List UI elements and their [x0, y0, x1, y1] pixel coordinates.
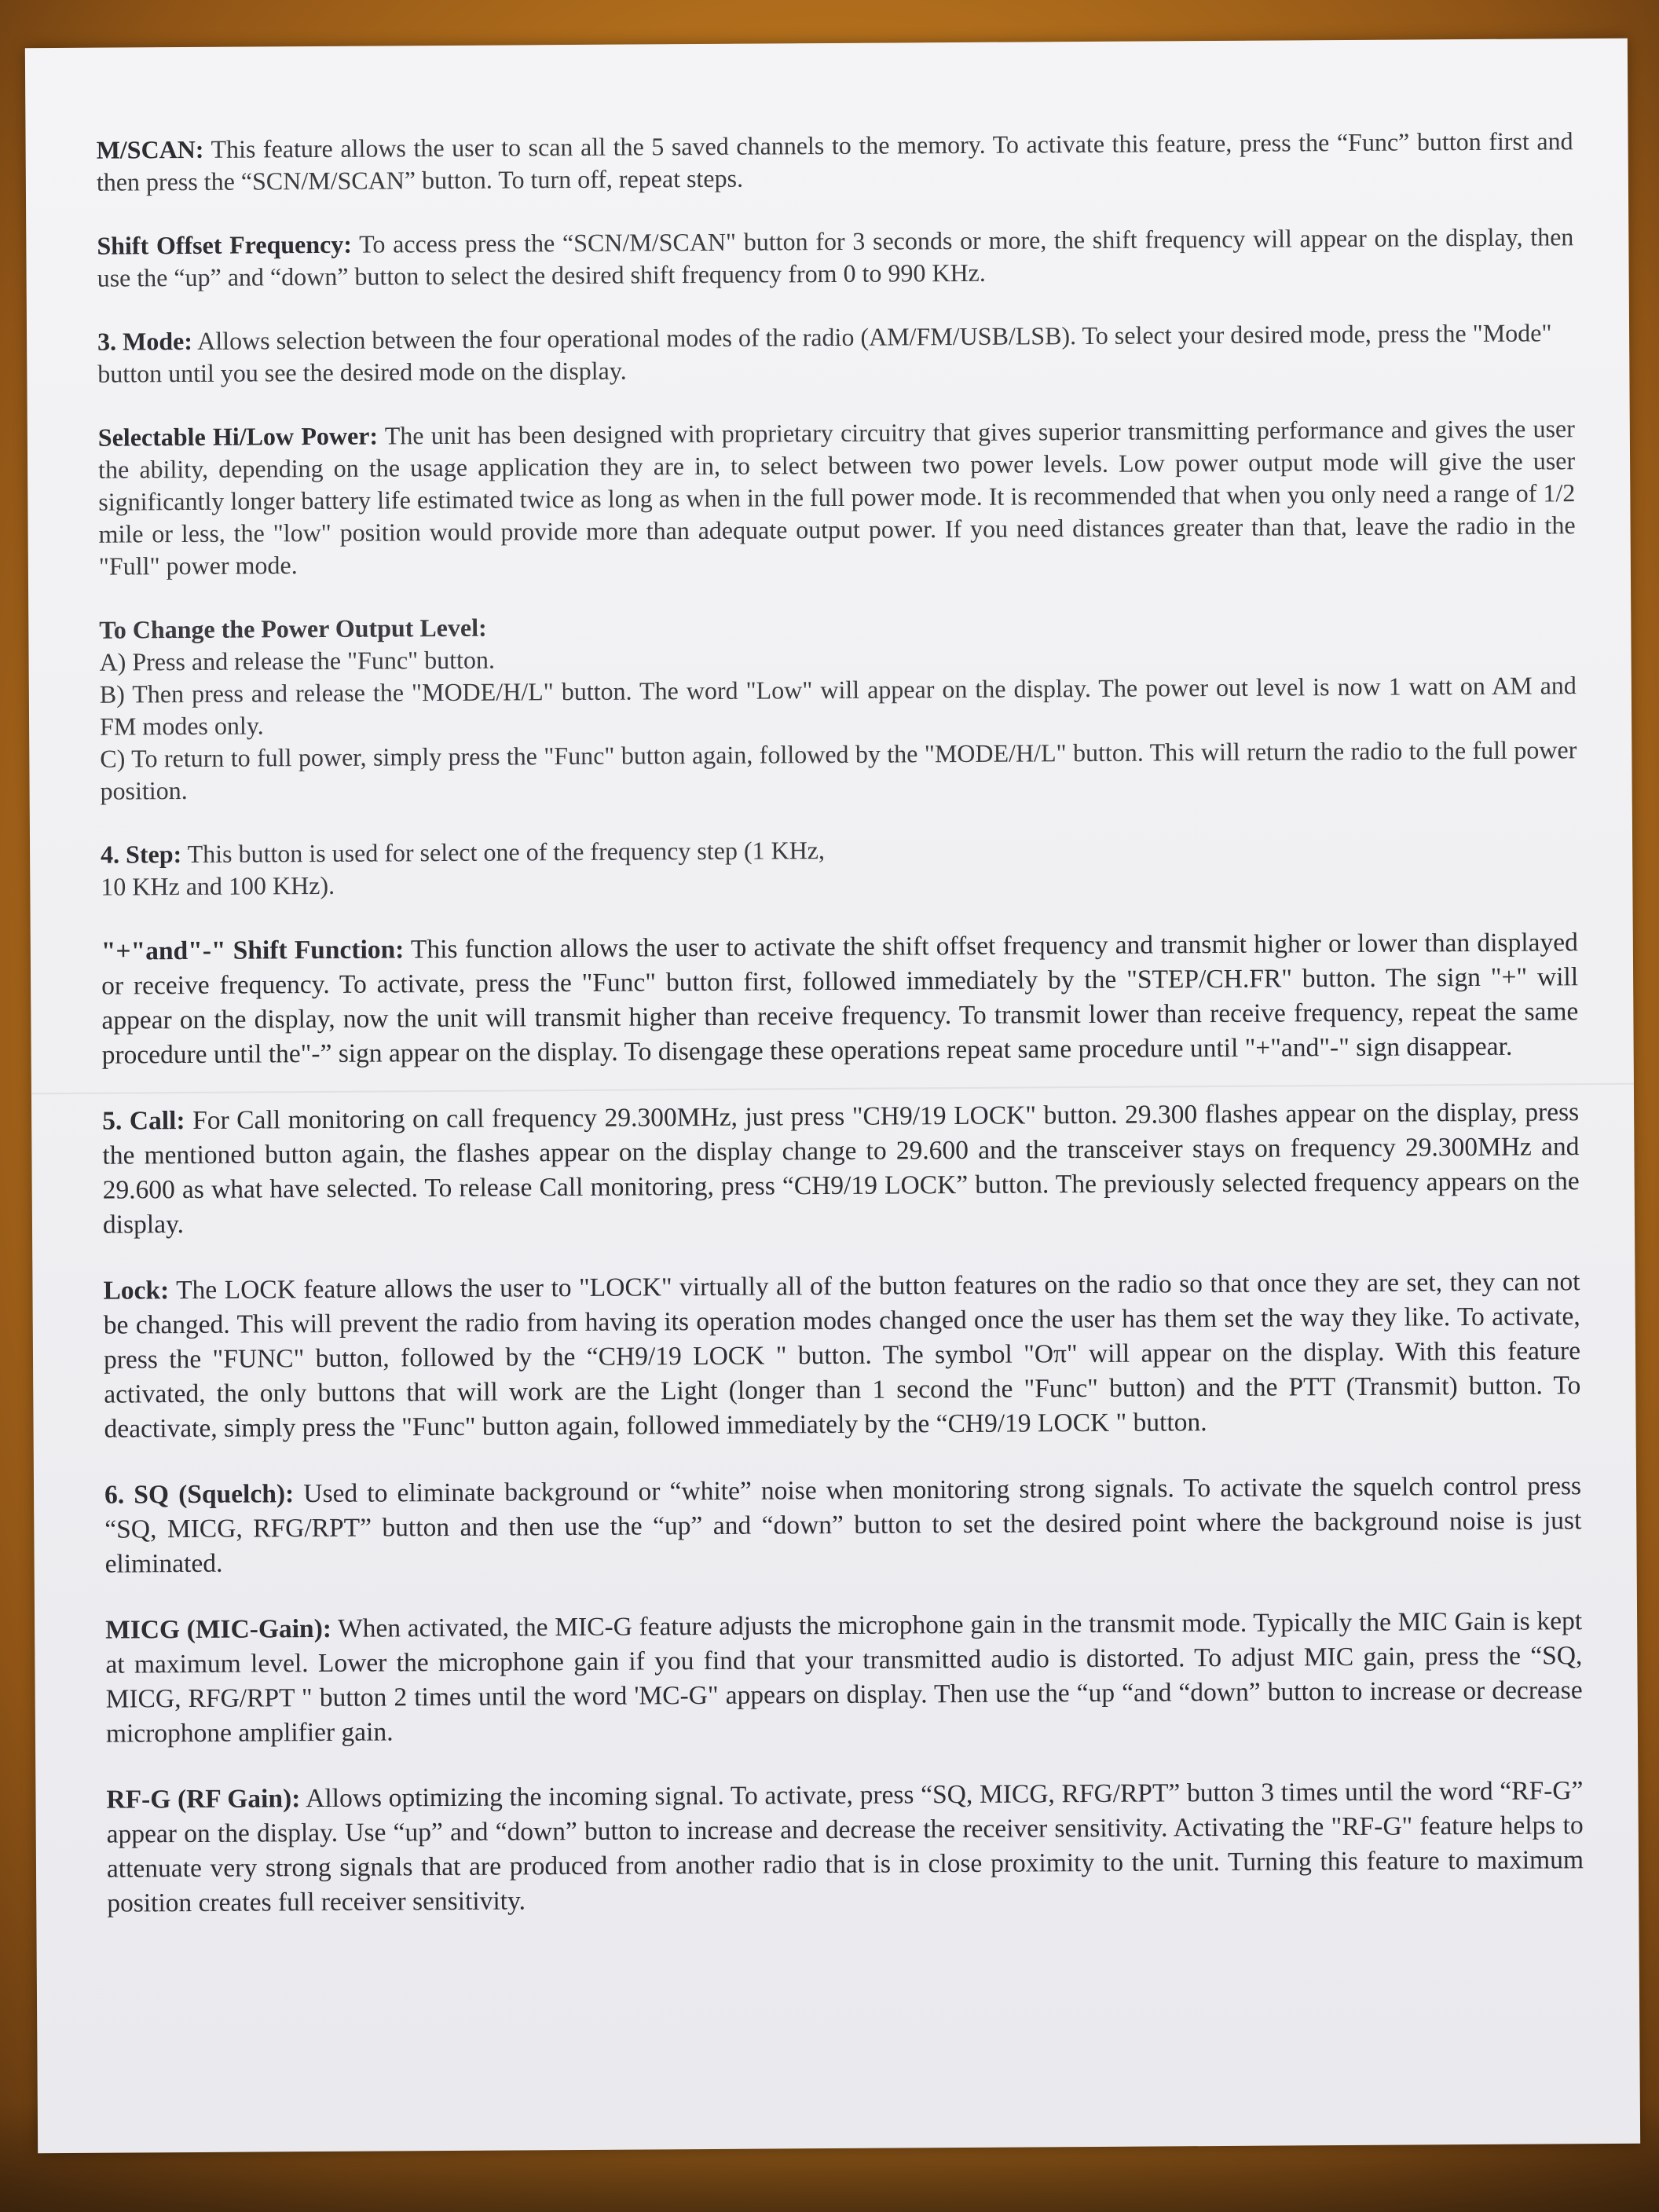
step-a: A) Press and release the "Func" button.	[99, 645, 496, 676]
section-heading: 3. Mode:	[97, 326, 193, 356]
step-b: B) Then press and release the "MODE/H/L" button. The word "Low" will appear on the display. The power out level is now 1 watt on AM and FM modes only.	[99, 671, 1577, 741]
section-text: This feature allows the user to scan all the 5 saved channels to the memory. To activate this feature, press the “Func” button first and then press the “SCN/M/SCAN” button. To turn off, repeat steps.	[96, 126, 1573, 196]
section-hi-low-power	[98, 412, 1576, 582]
section-heading: 6. SQ (Squelch):	[104, 1479, 295, 1510]
section-text: Used to eliminate background or “white” noise when monitoring strong signals. To activate the squelch control press “SQ, MICG, RFG/RPT” button and then use the “up” and “down” button to set the desired point where the background noise is just eliminated.	[104, 1471, 1582, 1579]
section-text: The LOCK feature allows the user to "LOCK" virtually all of the button features on the radio so that once they are set, they can not be changed. This will prevent the radio from having its operation modes changed once the user has them set the way they like. To activate, press the "FUNC" button, followed by the “CH9/19 LOCK " button. The symbol "Oπ" will appear on the display. With this feature activated, the only buttons that will work are the Light (longer than 1 second the "Func" button) and the PTT (Transmit) button. To deactivate, simply press the "Func" button again, followed immediately by the “CH9/19 LOCK " button.	[103, 1267, 1581, 1444]
section-lock	[103, 1265, 1580, 1446]
section-heading: RF-G (RF Gain):	[106, 1784, 301, 1815]
instruction-sheet	[25, 38, 1640, 2153]
section-step	[101, 830, 1577, 903]
section-m-scan	[97, 125, 1573, 198]
section-text: Allows optimizing the incoming signal. To activate, press “SQ, MICG, RFG/RPT” button 3 times until the word “RF-G” appear on the display. Use “up” and “down” button to increase and decrease the receiver sensitivity. Activating the "RF-G" feature helps to attenuate very strong signals that are produced from another radio that is in close proximity to the unit. Turning this feature to maximum position creates full receiver sensitivity.	[106, 1776, 1584, 1918]
section-mode	[97, 317, 1574, 390]
section-heading: Shift Offset Frequency:	[97, 229, 353, 260]
section-text: The unit has been designed with proprietary circuitry that gives superior transmitting performance and gives the user the ability, depending on the usage application they are in, to select between two power levels. Low power output mode will give the user significantly longer battery life estimated twice as long as when in the full power mode. It is recommended that when you only need a range of 1/2 mile or less, the "low" position would provide more than adequate output power. If you need distances greater than that, leave the radio in the "Full" power mode.	[98, 414, 1576, 580]
section-text-line2: button until you see the desired mode on the display.	[97, 356, 627, 388]
section-shift-function	[101, 925, 1579, 1072]
step-c: C) To return to full power, simply press the "Func" button again, followed by the "MODE/H/L" button. This will return the radio to the full power position.	[100, 735, 1577, 805]
section-text: To access press the “SCN/M/SCAN" button for 3 seconds or more, the shift frequency will appear on the display, then use the “up” and “down” button to select the desired shift frequency from 0 to 990 KHz.	[97, 222, 1574, 292]
section-call	[102, 1095, 1580, 1242]
section-heading: To Change the Power Output Level:	[99, 613, 487, 644]
section-power-output	[99, 605, 1577, 807]
section-heading: M/SCAN:	[96, 134, 204, 164]
section-shift-offset	[97, 221, 1573, 294]
section-text-line2: 10 KHz and 100 KHz).	[101, 870, 335, 901]
section-heading: "+"and"-" Shift Function:	[101, 935, 405, 966]
section-micg	[105, 1604, 1583, 1751]
section-heading: 5. Call:	[102, 1106, 185, 1136]
section-text: For Call monitoring on call frequency 29.300MHz, just press "CH9/19 LOCK" button. 29.300 flashes appear on the display, press the mentioned button again, the flashes appear on the display change to 29.600 and the transceiver stays on frequency 29.300MHz and 29.600 as what have selected. To release Call monitoring, press “CH9/19 LOCK” button. The previously selected frequency appears on the display.	[102, 1097, 1580, 1240]
section-text: Allows selection between the four operational modes of the radio (AM/FM/USB/LSB). To select your desired mode, press the "Mode"	[192, 318, 1552, 355]
section-rfg	[106, 1774, 1584, 1921]
document-body	[97, 125, 1584, 1921]
section-heading: 4. Step:	[100, 840, 182, 869]
section-text: This button is used for select one of the frequency step (1 KHz,	[181, 836, 826, 869]
section-text: When activated, the MIC-G feature adjusts the microphone gain in the transmit mode. Typically the MIC Gain is kept at maximum level. Lower the microphone gain if you find that your transmitted audio is distorted. To adjust MIC gain, press the “SQ, MICG, RFG/RPT " button 2 times until the word 'MC-G" appears on display. Then use the “up “and “down” button to increase or decrease microphone amplifier gain.	[105, 1606, 1583, 1749]
section-heading: Lock:	[103, 1276, 170, 1306]
section-text: This function allows the user to activate the shift offset frequency and transmit higher or lower than displayed or receive frequency. To activate, press the "Func" button first, followed immediately by the "STEP/CH.FR" button. The sign "+" will appear on the display, now the unit will transmit higher than receive frequency. To transmit lower than receive frequency, repeat the same procedure until the"-” sign appear on the display. To disengage these operations repeat same procedure until "+"and"-" sign disappear.	[101, 928, 1579, 1070]
section-squelch	[104, 1469, 1582, 1581]
section-heading: MICG (MIC-Gain):	[105, 1613, 332, 1645]
section-heading: Selectable Hi/Low Power:	[97, 421, 379, 452]
